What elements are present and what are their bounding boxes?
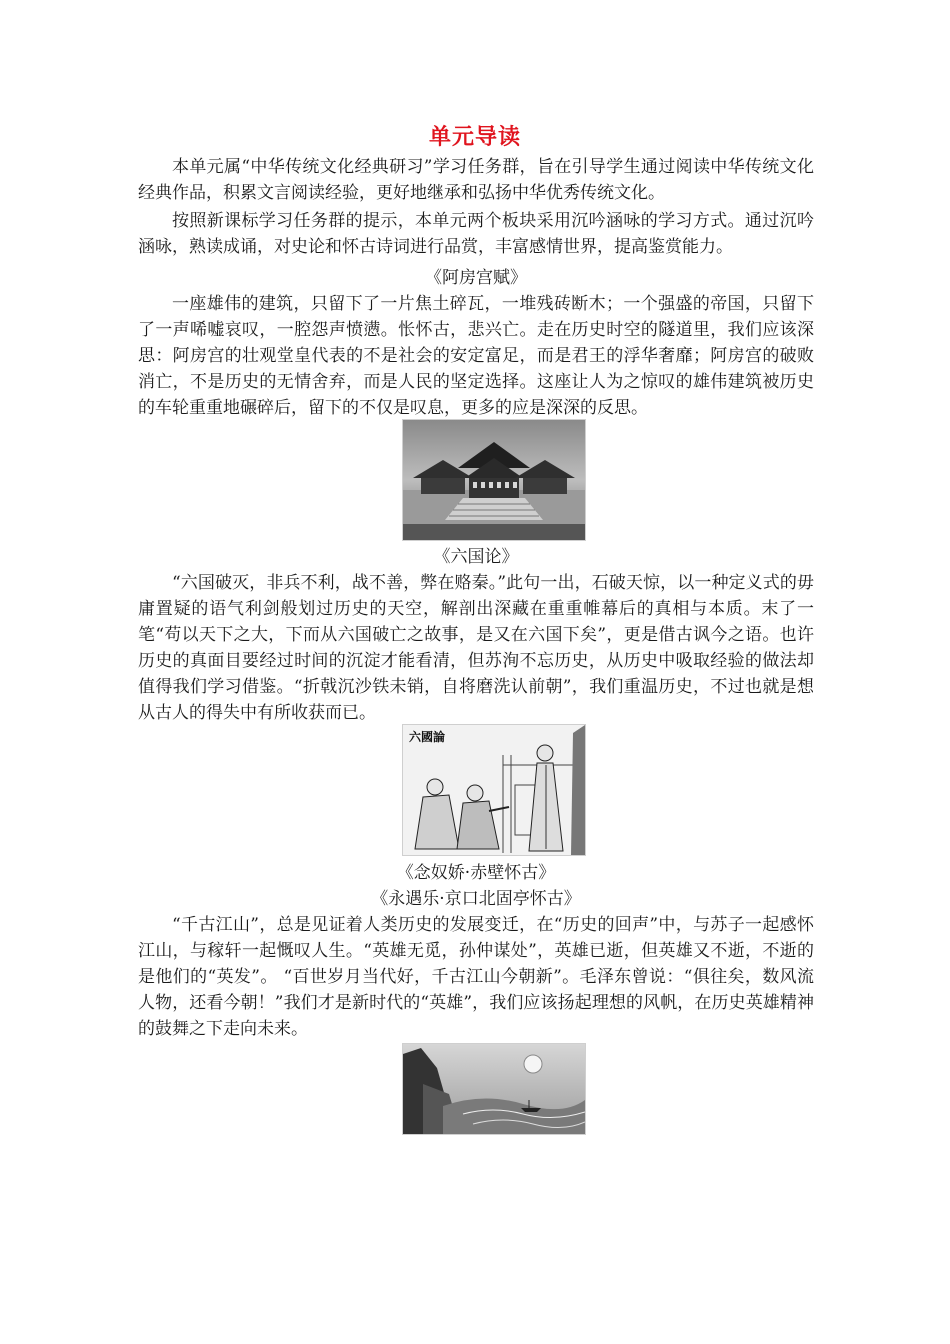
intro-paragraph-2: 按照新课标学习任务群的提示，本单元两个板块采用沉吟涵咏的学习方式。通过沉吟涵咏，熟读成诵，对史论和怀古诗词进行品赏，丰富感情世界，提高鉴赏能力。 <box>138 211 814 257</box>
red-cliff-illustration <box>402 1043 586 1135</box>
section-heading-six-states: 《六国论》 <box>433 547 519 567</box>
palace-illustration <box>402 419 586 541</box>
section-heading-afang-palace: 《阿房宫赋》 <box>425 268 527 288</box>
illustration-caption: 六國論 <box>409 730 446 744</box>
six-states-illustration <box>402 724 586 856</box>
section-heading-jingkou: 《永遇乐·京口北固亭怀古》 <box>371 889 581 909</box>
section-text-six-states: “六国破灭，非兵不利，战不善，弊在赂秦。”此句一出，石破天惊，以一种定义式的毋庸置疑的语气利剑般划过历史的天空，解剖出深藏在重重帷幕后的真相与本质。末了一笔“苟以天下之大，下而从六国破亡之故事，是又在六国下矣”，更是借古讽今之语。也许历史的真面目要经过时间的沉淀才能看清，但苏洵不忘历史，从历史中吸取经验的做法却值得我们学习借鉴。“折戟沉沙铁未销，自将磨洗认前朝”，我们重温历史，不过也就是想从古人的得失中有所收获而已。 <box>138 573 814 723</box>
intro-paragraph-1: 本单元属“中华传统文化经典研习”学习任务群，旨在引导学生通过阅读中华传统文化经典作品，积累文言阅读经验，更好地继承和弘扬中华优秀传统文化。 <box>138 157 814 203</box>
section-heading-red-cliff: 《念奴娇·赤壁怀古》 <box>396 863 556 883</box>
page-title: 单元导读 <box>428 125 521 150</box>
section-text-afang-palace: 一座雄伟的建筑，只留下了一片焦土碎瓦，一堆残砖断木；一个强盛的帝国，只留下了一声唏嘘哀叹，一腔怨声愤懑。怅怀古，悲兴亡。走在历史时空的隧道里，我们应该深思：阿房宫的壮观堂皇代表的不是社会的安定富足，而是君王的浮华奢靡；阿房宫的破败消亡，不是历史的无情舍弃，而是人民的坚定选择。这座让人为之惊叹的雄伟建筑被历史的车轮重重地碾碎后，留下的不仅是叹息，更多的应是深深的反思。 <box>138 294 814 418</box>
section-text-red-cliff: “千古江山”，总是见证着人类历史的发展变迁，在“历史的回声”中，与苏子一起感怀江山，与稼轩一起慨叹人生。“英雄无觅，孙仲谋处”，英雄已逝，但英雄又不逝，不逝的是他们的“英发”。 “百世岁月当代好，千古江山今朝新”。毛泽东曾说：“俱往矣，数风流人物，还看今朝！”我们才是新时代的“英雄”，我们应该扬起理想的风帆，在历史英雄精神的鼓舞之下走向未来。 <box>138 915 814 1039</box>
